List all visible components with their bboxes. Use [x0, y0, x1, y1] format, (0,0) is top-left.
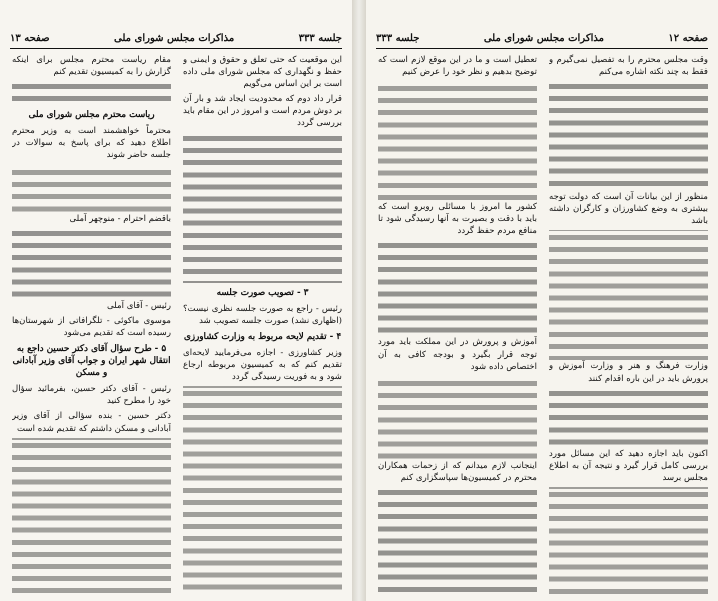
paragraph: موسوی ماکوئی - تلگرافاتی از شهرستان‌ها رسیده است که تقدیم می‌شود — [12, 315, 171, 338]
right-page-column-a — [378, 54, 537, 595]
text-block — [183, 133, 342, 283]
right-header-page-number: صفحه ۱۲ — [668, 32, 708, 44]
left-header-page-number: صفحه ۱۳ — [10, 32, 50, 44]
section-heading: ۵ - طرح سؤال آقای دکتر حسین داجع به انتقال شهر ایران و جواب آقای وزیر آبادانی و مسکن — [12, 343, 171, 379]
right-page — [366, 0, 718, 601]
paragraph: آموزش و پرورش در این مملکت باید مورد توجه قرار بگیرد و بودجه کافی به آن اختصاص داده شود — [378, 337, 537, 372]
text-block — [12, 81, 171, 105]
left-page-column-a — [183, 54, 342, 595]
text-block — [378, 81, 537, 201]
left-page-header — [10, 30, 342, 49]
text-block — [378, 376, 537, 460]
right-header-title: مذاکرات مجلس شورای ملی — [483, 32, 604, 44]
paragraph: رئیس - آقای آملی — [106, 300, 171, 311]
section-heading: ریاست محترم مجلس شورای ملی — [28, 110, 155, 121]
text-block — [549, 487, 708, 595]
right-page-column-b — [549, 54, 708, 595]
left-page — [0, 0, 352, 601]
left-header-title: مذاکرات مجلس شورای ملی — [114, 32, 235, 44]
paragraph: منظور از این بیانات آن است که دولت توجه بیشتری به وضع کشاورزان و کارگران داشته باشد — [549, 192, 708, 227]
left-header-session: جلسه ۳۳۳ — [298, 32, 342, 44]
text-block — [12, 438, 171, 595]
paragraph: وزارت فرهنگ و هنر و وزارت آموزش و پرورش باید در این باره اقدام کنند — [549, 361, 708, 384]
left-page-column-b — [12, 54, 171, 595]
paragraph: رئیس - آقای دکتر حسین، بفرمائید سؤال خود را مطرح کنید — [12, 384, 171, 407]
text-block — [183, 386, 342, 595]
right-page-header — [376, 30, 708, 49]
paragraph: رئیس - راجع به صورت جلسه نظری نیست؟ (اظهاری نشد) صورت جلسه تصویب شد — [183, 303, 342, 326]
book-gutter — [352, 0, 366, 601]
text-block — [549, 230, 708, 360]
paragraph: این موقعیت که حتی تعلق و حقوق و ایمنی و حفظ و نگهداری که مجلس شورای ملی داده است بر این اساس می‌گویم — [183, 55, 342, 90]
paragraph: کشور ما امروز با مسائلی روبرو است که باید با دقت و بصیرت به آنها رسیدگی شود تا منافع مردم حفظ گردد — [378, 202, 537, 237]
text-block — [378, 240, 537, 336]
text-block — [549, 388, 708, 448]
left-page-columns — [12, 54, 342, 595]
paragraph: محترماً خواهشمند است به وزیر محترم اطلاع دهید که برای پاسخ به سوالات در جلسه حاضر شوند — [12, 126, 171, 161]
text-block — [12, 165, 171, 213]
paragraph: مقام ریاست محترم مجلس برای اینکه گزارش را به کمیسیون تقدیم کنم — [12, 55, 171, 78]
text-block — [549, 81, 708, 191]
paragraph: قرار داد دوم که محدودیت ایجاد شد و بار آن بر دوش مردم است و امروز در این مقام باید بررسی گردد — [183, 94, 342, 129]
section-heading: ۳ - تصویب صورت جلسه — [216, 287, 309, 298]
paragraph: اینجانب لازم میدانم که از زحمات همکاران محترم در کمیسیون‌ها سپاسگزاری کنم — [378, 460, 537, 483]
right-page-columns — [378, 54, 708, 595]
text-block — [12, 228, 171, 300]
paragraph: اکنون باید اجازه دهید که این مسائل مورد بررسی کامل قرار گیرد و نتیجه آن به اطلاع مجلس برسد — [549, 448, 708, 483]
paragraph: دکتر حسین - بنده سؤالی از آقای وزیر آبادانی و مسکن داشتم که تقدیم شده است — [12, 411, 171, 434]
paragraph: تعطیل است و ما در این موقع لازم است که توضیح بدهیم و نظر خود را عرض کنیم — [378, 55, 537, 78]
signature-line: باقضم احترام - منوچهر آملی — [69, 213, 171, 224]
section-heading: ۴ - تقدیم لایحه مربوط به وزارت کشاورزی — [183, 331, 342, 342]
paragraph: وقت مجلس محترم را به تفصیل نمی‌گیرم و فقط به چند نکته اشاره می‌کنم — [549, 55, 708, 78]
text-block — [378, 487, 537, 595]
paragraph: وزیر کشاورزی - اجازه می‌فرمایید لایحه‌ای تقدیم کنم که به کمیسیون مربوطه ارجاع شود و به فوریت رسیدگی گردد — [183, 347, 342, 383]
right-header-session: جلسه ۳۳۳ — [376, 32, 420, 44]
